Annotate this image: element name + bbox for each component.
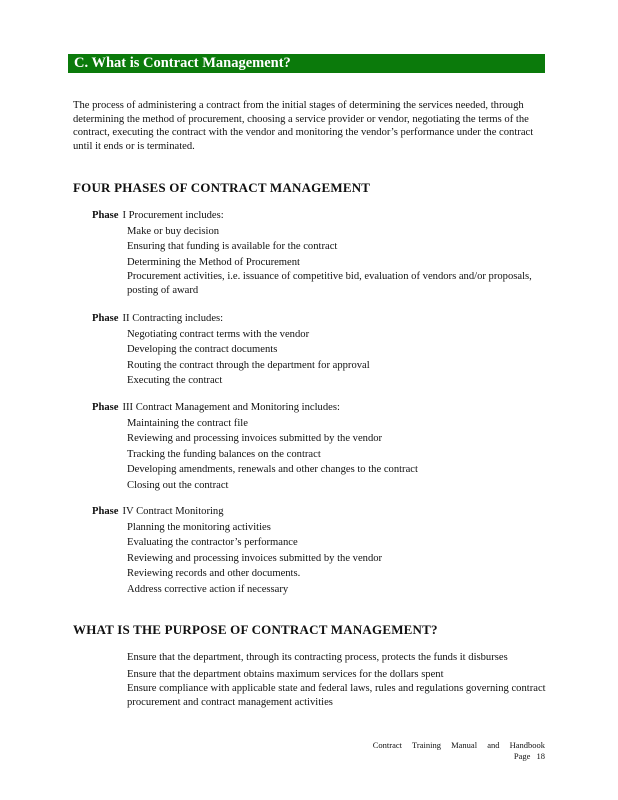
list-item-text: Closing out the contract xyxy=(127,479,229,491)
list-item-text: Executing the contract xyxy=(127,375,223,387)
phase-3-list xyxy=(0,416,560,493)
list-item xyxy=(0,651,560,665)
list-item-text: Ensure that the department, through its contracting process, protects the funds it disburses xyxy=(127,652,508,663)
list-item-text: Routing the contract through the department for approval xyxy=(127,359,370,371)
list-item xyxy=(0,566,560,581)
list-item xyxy=(0,270,560,297)
intro-paragraph: The process of administering a contract from the initial stages of determining the services needed, through determining the method of procurement, choosing a service provider or vendor, negotiating the terms of the contract, executing the contract with the vendor and monitoring the vendor’s performance under the contract until it ends or is terminated. xyxy=(73,100,534,152)
list-item-text: Reviewing and processing invoices submitted by the vendor xyxy=(127,552,383,564)
phase-text: I Procurement includes: xyxy=(122,210,224,221)
phase-3-title xyxy=(92,402,340,413)
list-item-text: Ensure compliance with applicable state and federal laws, rules and regulations governing contract procurement and contract management activities xyxy=(127,683,546,708)
list-item xyxy=(0,520,560,535)
section-title-banner: C. What is Contract Management? xyxy=(68,54,545,73)
purpose-heading: WHAT IS THE PURPOSE OF CONTRACT MANAGEMENT? xyxy=(73,622,438,637)
footer-manual-title: Contract Training Manual and Handbook xyxy=(372,740,545,750)
list-item-text: Address corrective action if necessary xyxy=(127,583,289,595)
phase-4-list xyxy=(0,520,560,597)
list-item xyxy=(0,535,560,550)
list-item xyxy=(0,551,560,566)
phase-2-title xyxy=(92,313,223,324)
phase-text: II Contracting includes: xyxy=(122,313,224,324)
list-item xyxy=(0,327,560,342)
phase-1-list xyxy=(0,224,560,299)
four-phases-heading: FOUR PHASES OF CONTRACT MANAGEMENT xyxy=(73,180,371,195)
phase-4-title xyxy=(92,506,224,517)
list-item xyxy=(0,582,560,597)
phase-label: Phase xyxy=(92,210,119,221)
list-item-text: Planning the monitoring activities xyxy=(127,522,271,533)
list-item xyxy=(0,416,560,431)
list-item-text: Maintaining the contract file xyxy=(127,418,248,429)
phase-text: III Contract Management and Monitoring includes: xyxy=(122,402,340,413)
list-item xyxy=(0,447,560,462)
list-item xyxy=(0,462,560,477)
list-item-text: Developing the contract documents xyxy=(127,344,278,356)
phase-label: Phase xyxy=(92,313,119,324)
phase-label: Phase xyxy=(92,402,119,413)
list-item-text: Developing amendments, renewals and other changes to the contract xyxy=(127,464,418,476)
list-item-text: Reviewing records and other documents. xyxy=(127,568,301,580)
list-item-text: Evaluating the contractor’s performance xyxy=(127,537,298,549)
list-item-text: Determining the Method of Procurement xyxy=(127,256,300,268)
list-item-text: Negotiating contract terms with the vendor xyxy=(127,329,310,340)
list-item-text: Ensure that the department obtains maximum services for the dollars spent xyxy=(127,668,444,680)
list-item xyxy=(0,239,560,254)
list-item xyxy=(0,373,560,388)
list-item xyxy=(0,431,560,446)
list-item xyxy=(0,682,560,709)
list-item-text: Tracking the funding balances on the contract xyxy=(127,448,321,460)
list-item xyxy=(0,342,560,357)
list-item xyxy=(0,224,560,239)
phase-label: Phase xyxy=(92,506,119,517)
purpose-list xyxy=(0,651,560,711)
list-item-text: Procurement activities, i.e. issuance of competitive bid, evaluation of vendors and/or proposals, posting of award xyxy=(127,271,532,296)
phase-2-list xyxy=(0,327,560,389)
list-item xyxy=(0,478,560,493)
list-item xyxy=(0,255,560,270)
phase-1-title xyxy=(92,210,224,221)
page-number: Page 18 xyxy=(513,751,545,761)
phase-text: IV Contract Monitoring xyxy=(122,506,224,517)
list-item-text: Reviewing and processing invoices submitted by the vendor xyxy=(127,433,383,445)
page-footer xyxy=(373,740,545,762)
list-item xyxy=(0,358,560,373)
list-item xyxy=(0,667,560,682)
list-item-text: Make or buy decision xyxy=(127,226,220,237)
list-item-text: Ensuring that funding is available for the contract xyxy=(127,241,338,253)
